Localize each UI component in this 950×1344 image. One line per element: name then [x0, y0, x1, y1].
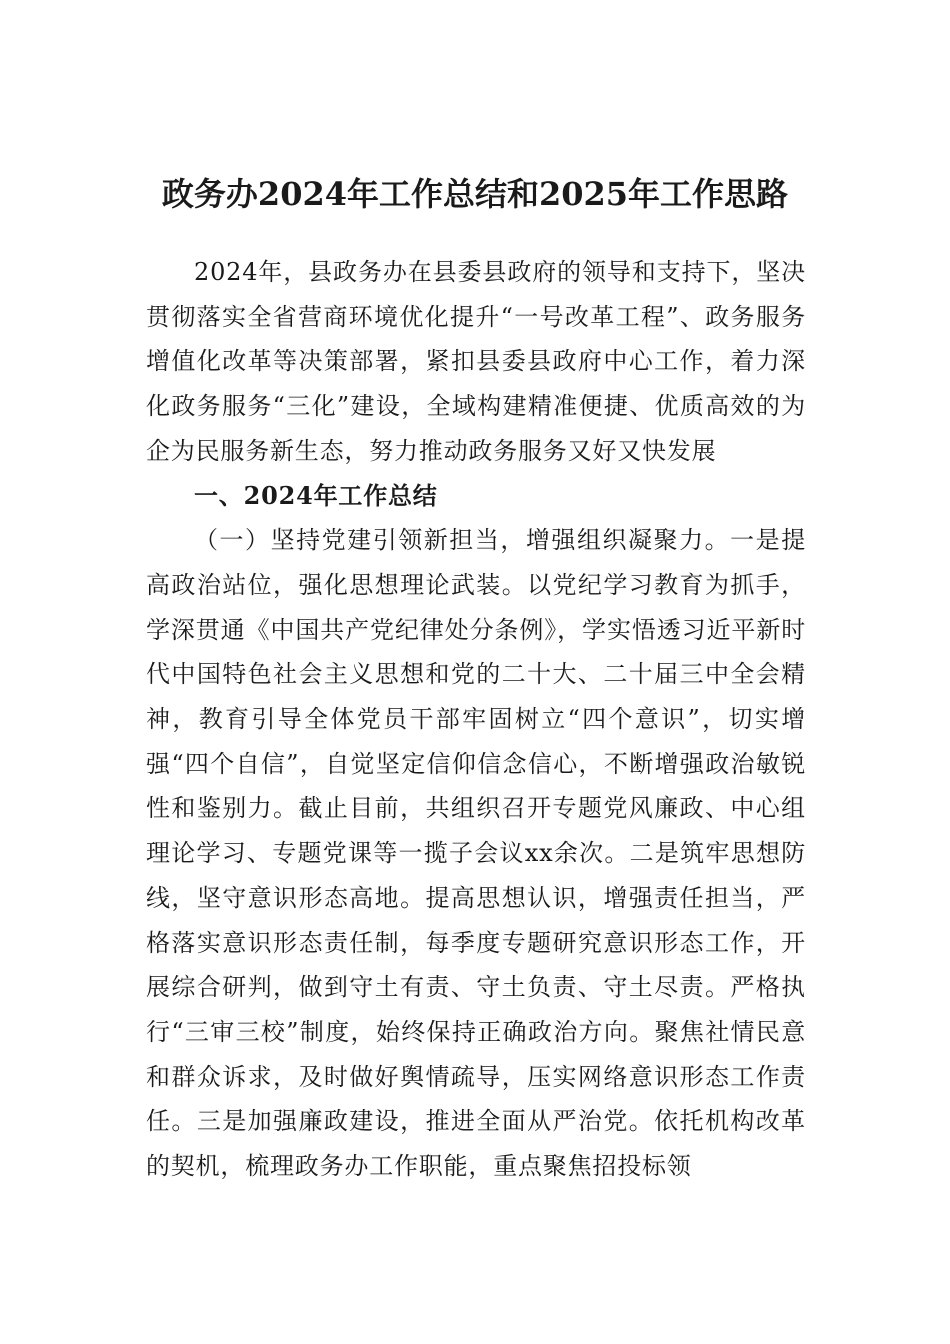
document-body: [146, 250, 806, 1189]
section-paragraph: （一）坚持党建引领新担当，增强组织凝聚力。一是提高政治站位，强化思想理论武装。以党纪学习教育为抓手，学深贯通《中国共产党纪律处分条例》，学实悟透习近平新时代中国特色社会主义思想和党的二十大、二十届三中全会精神，教育引导全体党员干部牢固树立“四个意识”，切实增强“四个自信”，自觉坚定信仰信念信心，不断增强政治敏锐性和鉴别力。截止目前，共组织召开专题党风廉政、中心组理论学习、专题党课等一揽子会议xx余次。二是筑牢思想防线，坚守意识形态高地。提高思想认识，增强责任担当，严格落实意识形态责任制，每季度专题研究意识形态工作，开展综合研判，做到守土有责、守土负责、守土尽责。严格执行“三审三校”制度，始终保持正确政治方向。聚焦社情民意和群众诉求，及时做好舆情疏导，压实网络意识形态工作责任。三是加强廉政建设，推进全面从严治党。依托机构改革的契机，梳理政务办工作职能，重点聚焦招投标领: [146, 526, 806, 1181]
document-title: 政务办2024年工作总结和2025年工作思路: [161, 175, 789, 213]
section-heading: 一、2024年工作总结: [194, 480, 438, 510]
intro-paragraph: 2024年，县政务办在县委县政府的领导和支持下，坚决贯彻落实全省营商环境优化提升“一号改革工程”、政务服务增值化改革等决策部署，紧扣县委县政府中心工作，着力深化政务服务“三化”建设，全域构建精准便捷、优质高效的为企为民服务新生态，努力推动政务服务又好又快发展: [146, 258, 806, 465]
